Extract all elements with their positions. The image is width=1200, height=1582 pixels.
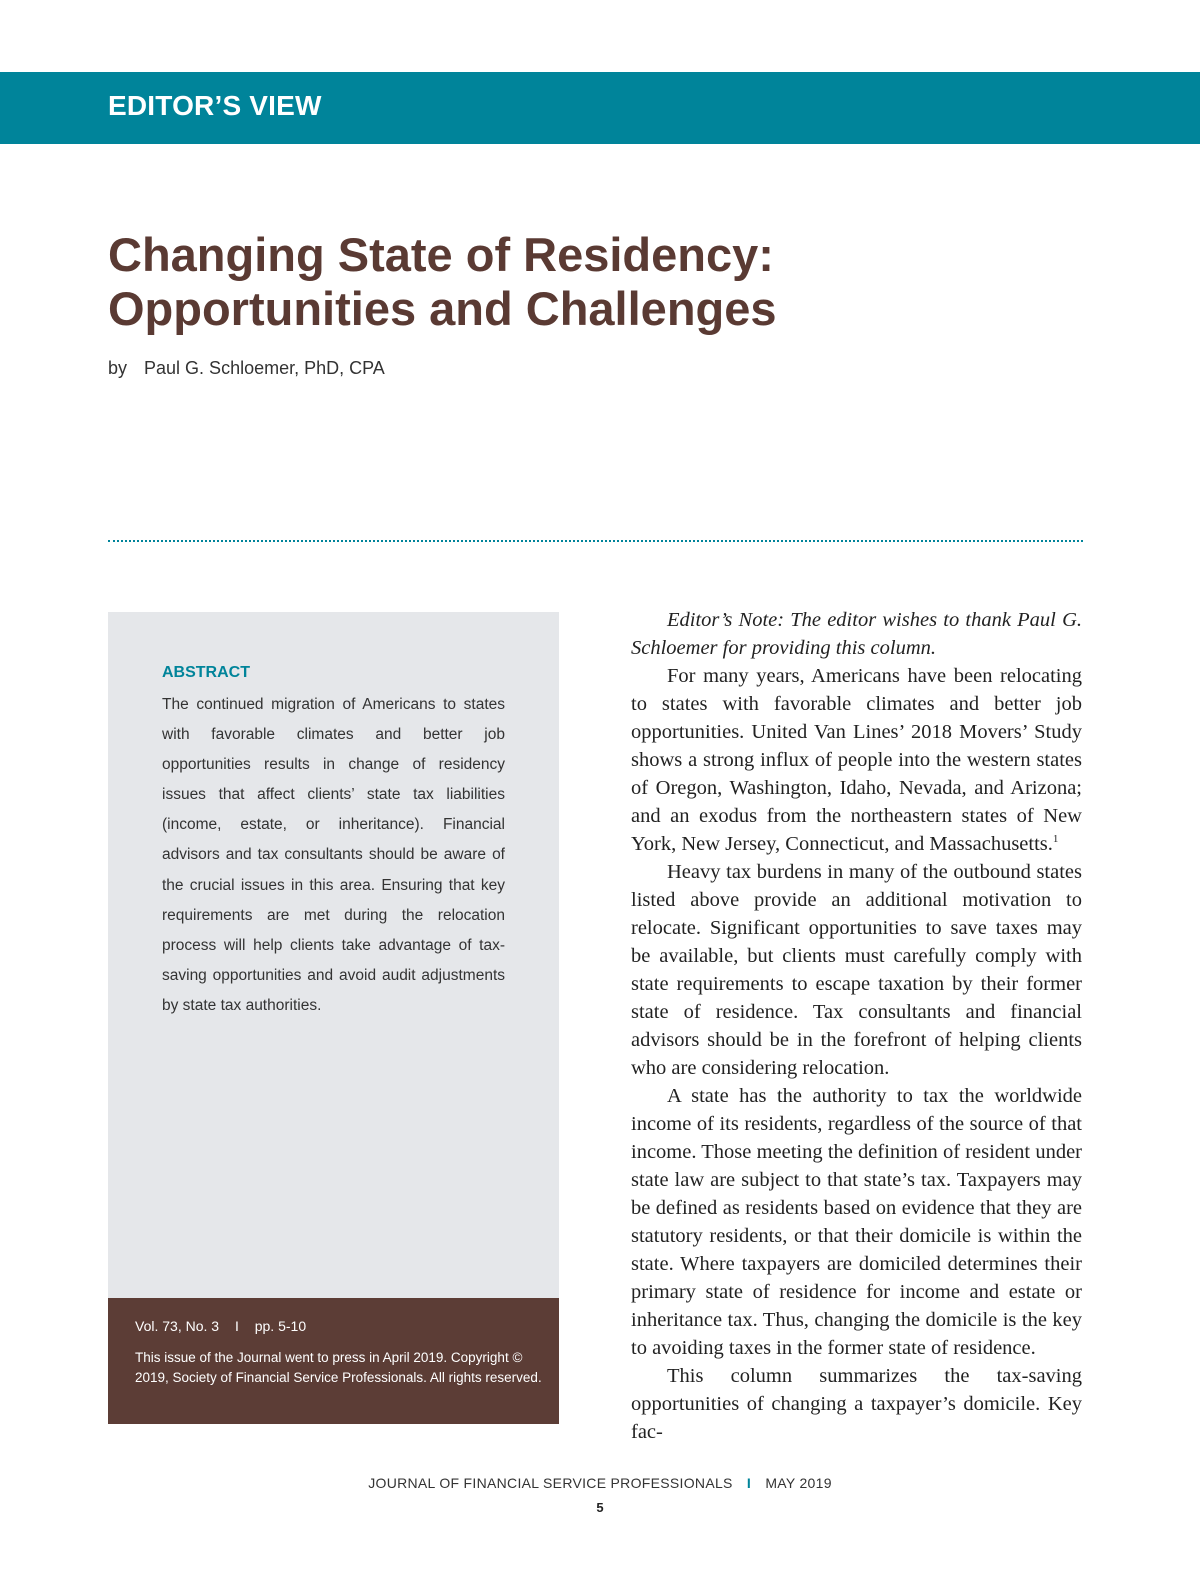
volume-line — [135, 1318, 306, 1334]
journal-name: JOURNAL OF FINANCIAL SERVICE PROFESSIONALS — [368, 1475, 733, 1491]
dotted-divider — [108, 540, 1083, 542]
body-paragraph-text: For many years, Americans have been relocating to states with favorable climates and better job opportunities. United Van Lines’ 2018 Movers’ Study shows a strong influx of people into the western states of Oregon, Washington, Idaho, Nevada, and Arizona; and an exodus from the northeastern states of New York, New Jersey, Connecticut, and Massachusetts. — [631, 665, 1082, 855]
issue-date: MAY 2019 — [765, 1475, 832, 1491]
section-banner — [0, 72, 1200, 144]
footer-separator: I — [746, 1475, 752, 1491]
editor-note: Editor’s Note: The editor wishes to thank Paul G. Schloemer for providing this column. — [631, 609, 1082, 659]
body-paragraph: A state has the authority to tax the worldwide income of its residents, regardless of the source of that income. Those meeting the definition of resident under state law are subject to that state’s tax. Taxpayers may be defined as residents based on evidence that they are statutory residents, or that their domicile is within the state. Where taxpayers are domiciled determines their primary state of residence for income and estate or inheritance tax. Thus, changing the domicile is the key to avoiding taxes in the former state of residence. — [631, 1085, 1082, 1359]
author-name: Paul G. Schloemer, PhD, CPA — [144, 358, 385, 378]
press-note: This issue of the Journal went to press in April 2019. Copyright © 2019, Society of Financial Service Professionals. All rights reserved. — [135, 1350, 542, 1385]
volume-number: Vol. 73, No. 3 — [135, 1318, 220, 1334]
footnote-marker[interactable]: 1 — [1052, 833, 1059, 846]
publication-info-box — [108, 1298, 559, 1424]
page-footer — [0, 1475, 1200, 1491]
abstract-heading: ABSTRACT — [162, 664, 250, 681]
article-body — [631, 606, 1082, 1446]
abstract-text: The continued migration of Americans to states with favorable climates and better job opportunities results in change of residency issues that affect clients’ state tax liabilities (income, estate, or inheritance). Financial advisors and tax consultants should be aware of the crucial issues in this area. Ensuring that key requirements are met during the relocation process will help clients take advantage of tax-saving opportunities and avoid audit adjustments by state tax authorities. — [162, 696, 505, 1014]
body-paragraph: Heavy tax burdens in many of the outbound states listed above provide an additional motivation to relocate. Significant opportunities to save taxes may be available, but clients must carefully comply with state requirements to escape taxation by their former state of residence. Tax consultants and financial advisors should be in the forefront of helping clients who are considering relocation. — [631, 861, 1082, 1079]
body-paragraph: This column summarizes the tax-saving opportunities of changing a taxpayer’s domicile. Key fac- — [631, 1365, 1082, 1443]
page-range: pp. 5-10 — [254, 1318, 307, 1334]
volume-separator: I — [234, 1318, 239, 1334]
abstract-box — [108, 612, 559, 1298]
byline — [108, 358, 385, 379]
byline-prefix: by — [108, 358, 128, 378]
body-paragraph — [631, 662, 1082, 858]
page-number: 5 — [596, 1500, 604, 1515]
section-label: EDITOR’S VIEW — [108, 90, 322, 121]
article-title: Changing State of Residency: Opportunities and Challenges — [108, 228, 777, 335]
